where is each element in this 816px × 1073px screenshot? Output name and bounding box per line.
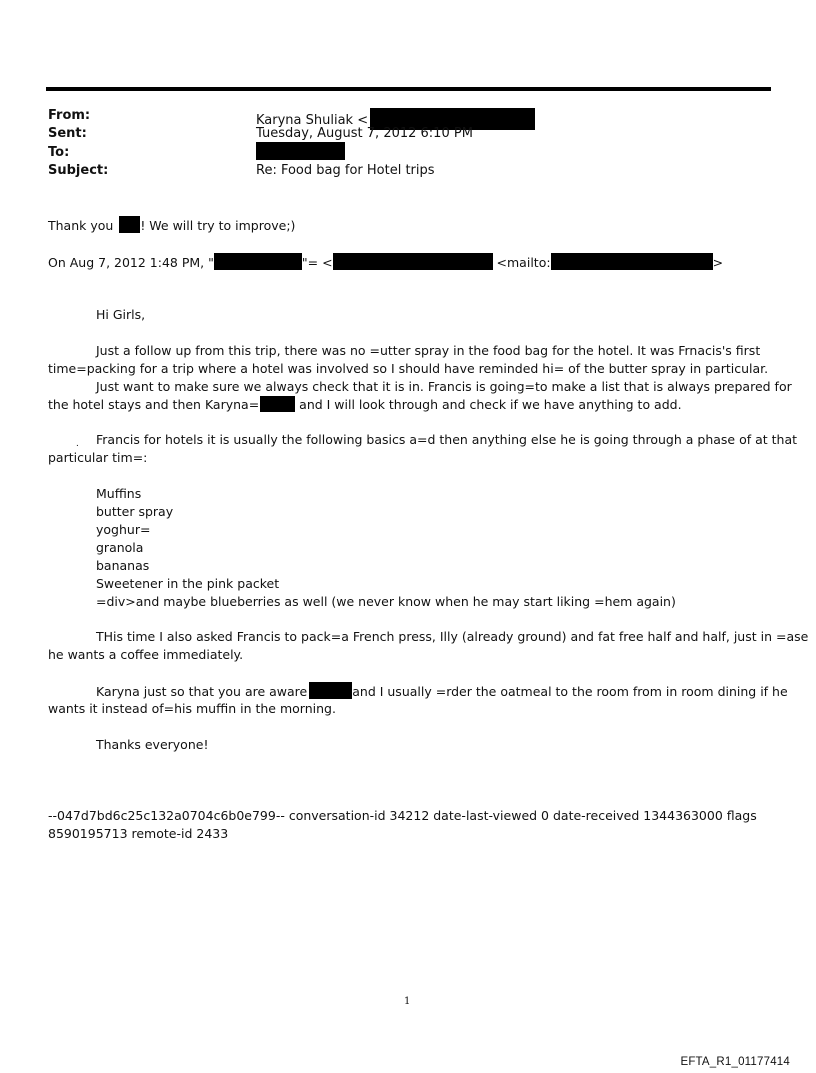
para1-line4: [48, 396, 682, 414]
redaction-box: [256, 142, 345, 160]
para2-line1: Francis for hotels it is usually the following basics a=d then anything else he is going through a phase of at that: [96, 432, 798, 447]
list-item: bananas: [96, 558, 150, 573]
list-item: yoghur=: [96, 522, 151, 537]
quote-prefix: On Aug 7, 2012 1:48 PM, ": [48, 255, 214, 270]
redaction-box: [119, 216, 140, 233]
reply-thanks-line: [48, 216, 295, 235]
redaction-box: [214, 253, 302, 270]
subject-value: Re: Food bag for Hotel trips: [256, 163, 435, 178]
para4-line1-end: and I usually =rder the oatmeal to the room from in room dining if he: [352, 684, 788, 699]
para3-line1: THis time I also asked Francis to pack=a French press, Illy (already ground) and fat free half and half, just in =ase: [96, 629, 809, 644]
reply-thanks-text: Thank you: [48, 218, 114, 233]
closing: Thanks everyone!: [96, 737, 209, 752]
quote-mid: "= <: [301, 255, 333, 270]
redaction-box: [551, 253, 713, 270]
to-value: [256, 142, 345, 161]
greeting: Hi Girls,: [96, 307, 146, 322]
sent-value: Tuesday, August 7, 2012 6:10 PM: [256, 126, 473, 141]
from-label: From:: [48, 108, 91, 123]
header-rule: [46, 87, 771, 91]
list-item: butter spray: [96, 504, 174, 519]
bates-number: EFTA_R1_01177414: [680, 1056, 790, 1068]
list-item: Muffins: [96, 486, 142, 501]
list-item: granola: [96, 540, 144, 555]
list-item: =div>and maybe blueberries as well (we never know when he may start liking =hem again): [96, 594, 676, 609]
quote-end: >: [712, 255, 724, 270]
quote-mailto: <mailto:: [496, 255, 551, 270]
para1-line2: time=packing for a trip where a hotel was involved so I should have reminded hi= of the butter spray in particular.: [48, 361, 769, 376]
para1-line4-end: and I will look through and check if we have anything to add.: [295, 397, 682, 412]
para3-line2: he wants a coffee immediately.: [48, 647, 244, 662]
redaction-box: [333, 253, 493, 270]
para2-line2: particular tim=:: [48, 450, 148, 465]
para4-line1: [96, 682, 788, 701]
sent-label: Sent:: [48, 126, 87, 141]
reply-thanks-rest: ! We will try to improve;): [140, 218, 296, 233]
meta-line2: 8590195713 remote-id 2433: [48, 826, 229, 841]
redaction-box: [260, 396, 295, 412]
para4-line1-start: Karyna just so that you are aware: [96, 684, 308, 699]
list-item: Sweetener in the pink packet: [96, 576, 280, 591]
to-label: To:: [48, 145, 70, 160]
page-number: 1: [404, 996, 411, 1007]
subject-label: Subject:: [48, 163, 109, 178]
para1-line3: Just want to make sure we always check that it is in. Francis is going=to make a list that is always prepared for: [96, 379, 792, 394]
meta-line1: --047d7bd6c25c132a0704c6b0e799-- conversation-id 34212 date-last-viewed 0 date-received 1344363000 flags: [48, 808, 757, 823]
para4-line2: wants it instead of=his muffin in the morning.: [48, 701, 336, 716]
para1-line1: Just a follow up from this trip, there was no =utter spray in the food bag for the hotel. It was Frnacis's first: [96, 343, 761, 358]
quoted-attribution-line: [48, 253, 723, 272]
redaction-box: [309, 682, 352, 699]
stray-mark: .: [76, 438, 79, 449]
from-name: Karyna Shuliak <: [256, 113, 369, 128]
para1-line4-start: the hotel stays and then Karyna=: [48, 397, 260, 412]
